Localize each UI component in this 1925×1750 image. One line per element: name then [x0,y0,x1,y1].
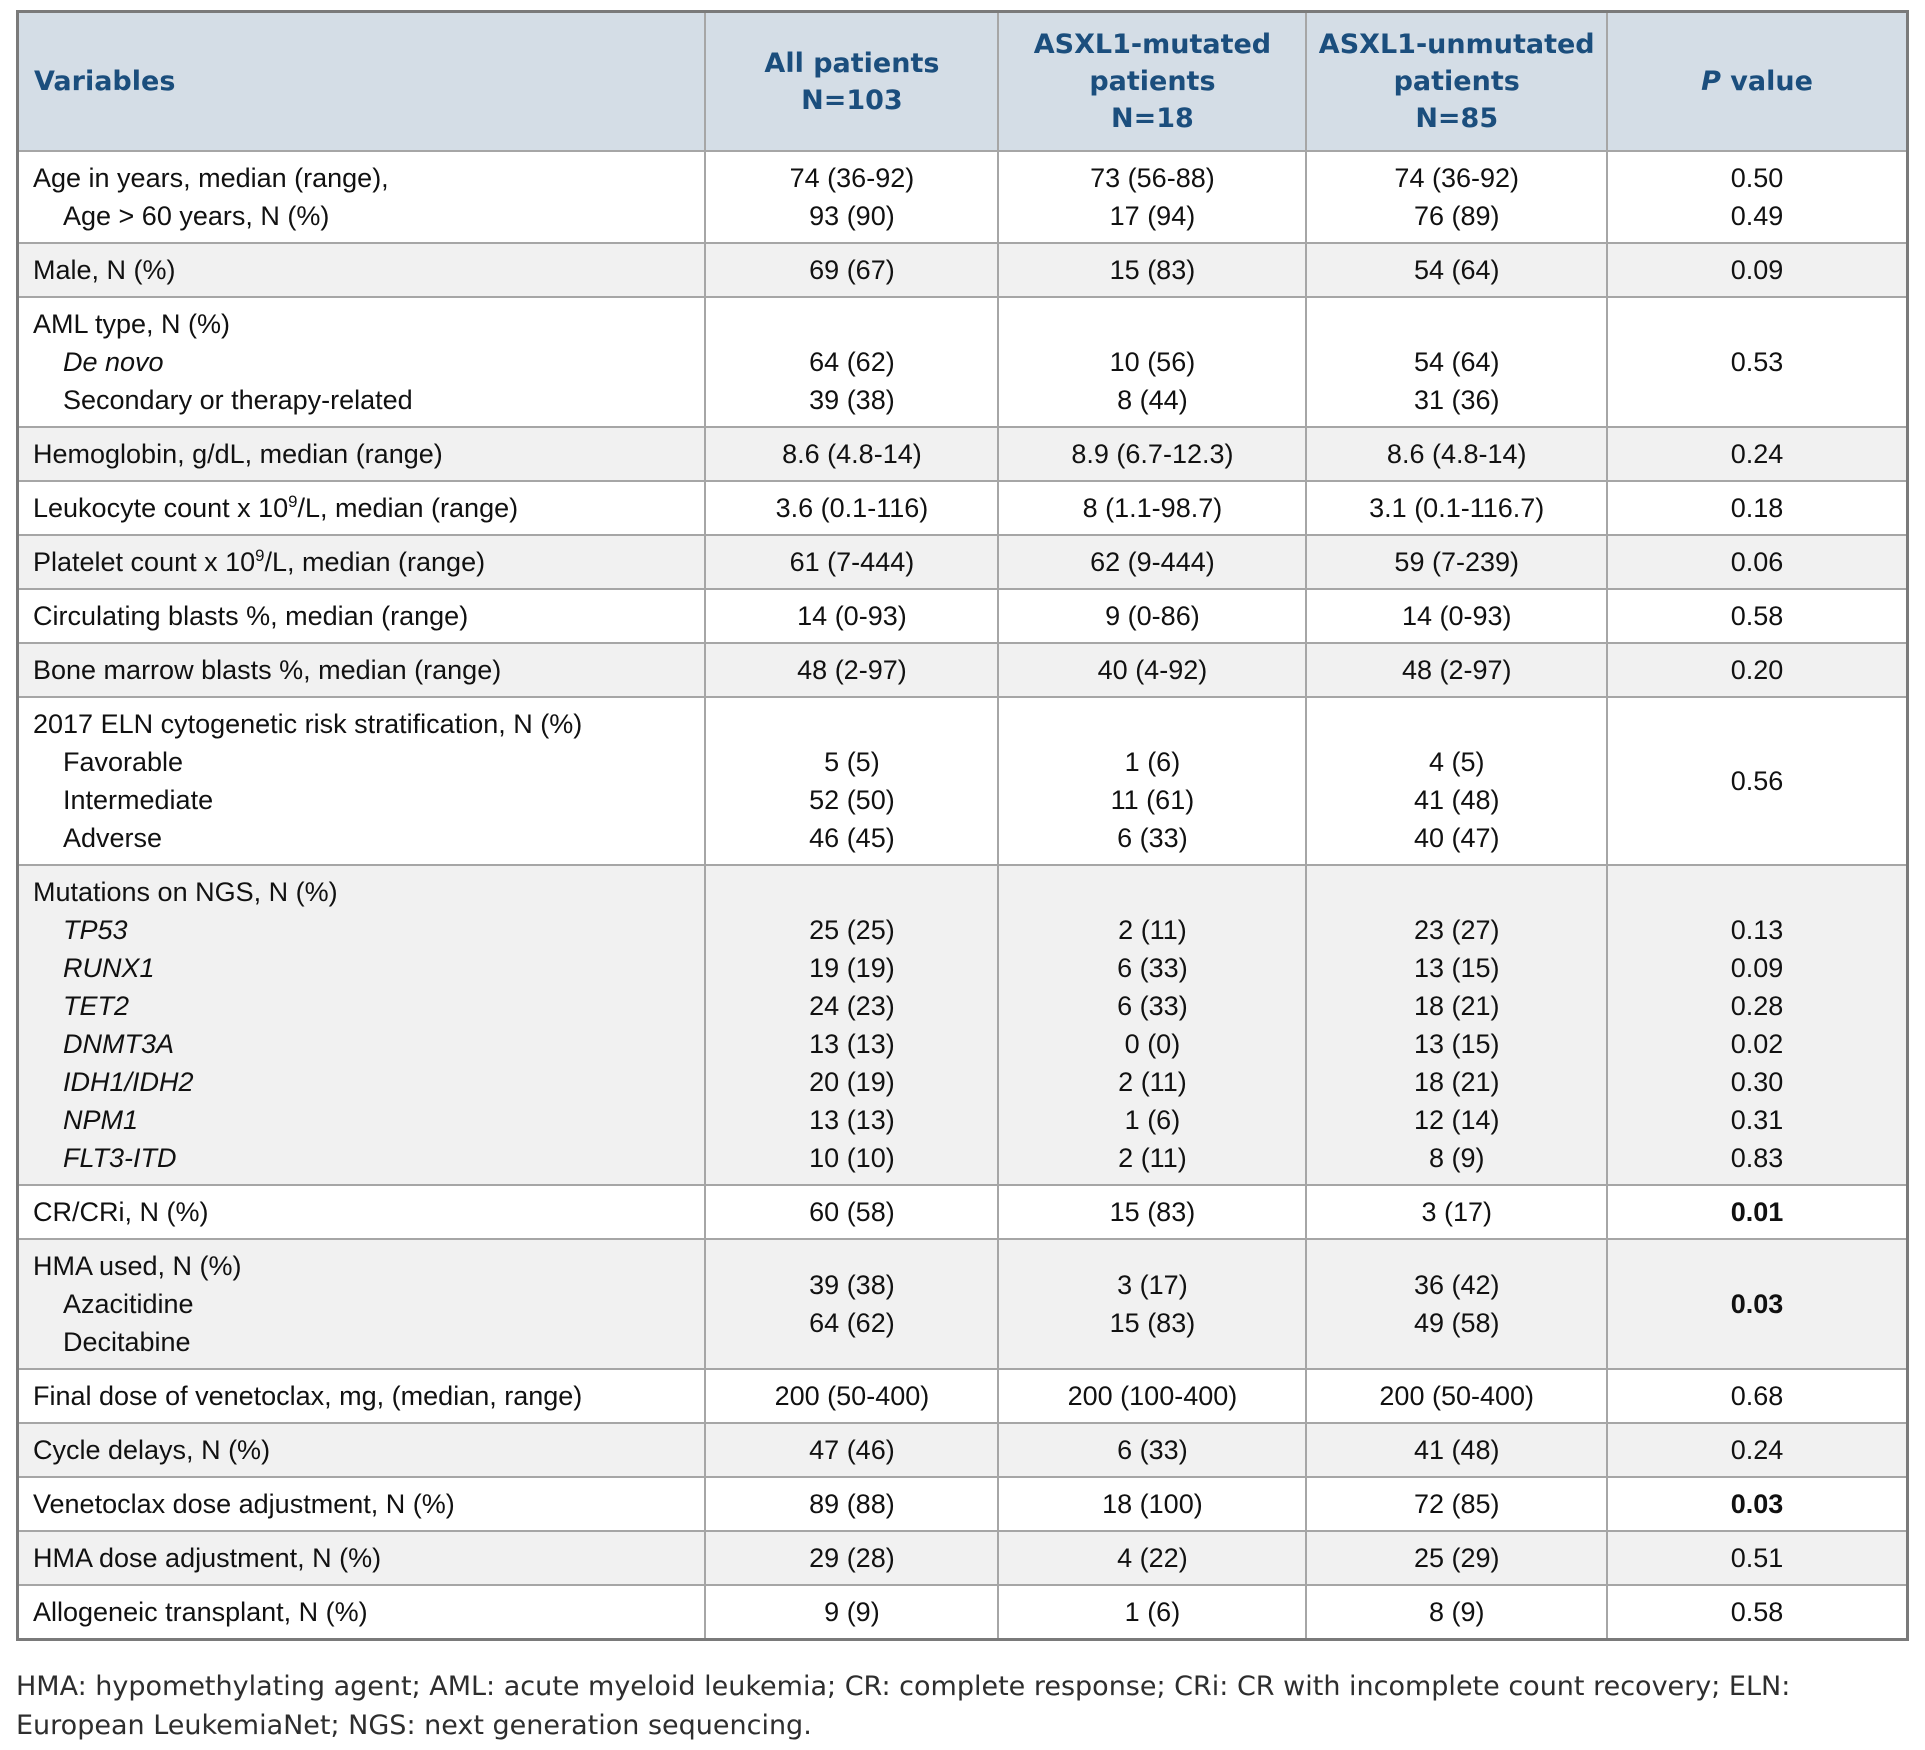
cell-all-patients [705,243,998,297]
cell-line: 0.02 [1730,1029,1784,1059]
cell-line: 13 (15) [1413,953,1500,983]
cell-line: 3.1 (0.1-116.7) [1369,493,1545,523]
cell-line: De novo [63,347,164,377]
cell-line: 62 (9-444) [1090,547,1215,577]
cell-line: 19 (19) [809,953,895,983]
cell-asxl1-mutated [998,1423,1306,1477]
cell-line: 3 (17) [1117,1270,1188,1300]
cell-line: Age in years, median (range), [33,163,389,193]
header-line: ASXL1-unmutated [1318,29,1595,60]
table-row [18,243,1908,297]
cell-line: 0.51 [1730,1543,1784,1573]
cell-variables [18,1585,706,1640]
cell-line: 25 (25) [809,915,895,945]
cell-line: Leukocyte count x $10^9/L$, median (range) [33,492,519,523]
cell-line: 23 (27) [1413,915,1500,945]
cell-line: 0.06 [1730,547,1784,577]
cell-line: 14 (0-93) [797,601,907,631]
cell-line: 0.49 [1730,201,1784,231]
cell-line: 0.58 [1730,1597,1784,1627]
cell-p-value [1607,643,1908,697]
cell-asxl1-mutated [998,297,1306,427]
table-row [18,151,1908,243]
cell-p-value [1607,297,1908,427]
cell-asxl1-unmutated [1306,1369,1607,1423]
cell-line: 40 (4-92) [1097,655,1208,685]
cell-line: Intermediate [63,785,214,815]
cell-line: 8 (1.1-98.7) [1082,493,1223,523]
cell-p-value [1607,1185,1908,1239]
cell-line: 15 (83) [1109,255,1196,285]
cell-line: 0.30 [1730,1067,1784,1097]
cell-line: 0 (0) [1124,1029,1181,1059]
cell-asxl1-mutated [998,1531,1306,1585]
cell-asxl1-mutated [998,481,1306,535]
cell-line: 76 (89) [1413,201,1500,231]
cell-line: 18 (21) [1413,991,1500,1021]
header-line: N=18 [1111,103,1194,134]
cell-line: 2017 ELN cytogenetic risk stratification, N (%) [33,709,583,739]
cell-line: 41 (48) [1413,1435,1500,1465]
header-line: Variables [34,66,176,97]
cell-p-value [1607,697,1908,865]
header-row [18,12,1908,152]
cell-all-patients [705,1239,998,1369]
cell-line [1317,305,1596,343]
cell-line: 20 (19) [809,1067,895,1097]
cell-line: 0.13 [1730,915,1784,945]
cell-line: 0.03 [1730,1489,1784,1519]
cell-asxl1-unmutated [1306,151,1607,243]
cell-variables [18,589,706,643]
cell-line: Circulating blasts %, median (range) [33,601,469,631]
cell-line: 4 (5) [1428,747,1485,777]
header-line: All patients [764,47,940,79]
cell-line: Venetoclax dose adjustment, N (%) [33,1489,455,1519]
cell-line: 3 (17) [1421,1197,1492,1227]
cell-line: Hemoglobin, g/dL, median (range) [33,439,443,469]
cell-line: 6 (33) [1117,953,1188,983]
header-line: N=103 [801,84,903,116]
cell-line: 89 (88) [809,1489,895,1519]
cell-p-value [1607,1531,1908,1585]
cell-line: NPM1 [63,1105,139,1135]
cell-line: 12 (14) [1413,1105,1500,1135]
cell-variables [18,297,706,427]
cell-line: 200 (50-400) [774,1381,930,1411]
cell-line: 40 (47) [1413,823,1500,853]
cell-variables [18,535,706,589]
cell-line: 18 (21) [1413,1067,1500,1097]
cell-all-patients [705,1369,998,1423]
cell-line: Final dose of venetoclax, mg, (median, range) [33,1381,583,1411]
cell-line: TET2 [63,991,130,1021]
header-line: N=85 [1415,103,1499,134]
cell-asxl1-unmutated [1306,1531,1607,1585]
cell-line: 9 (9) [824,1597,880,1627]
cell-all-patients [705,589,998,643]
cell-line: Bone marrow blasts %, median (range) [33,655,502,685]
cell-variables [18,865,706,1185]
cell-line: 10 (56) [1109,347,1196,377]
cell-line: FLT3-ITD [63,1143,177,1173]
cell-variables [18,151,706,243]
table-row [18,297,1908,427]
cell-line: 73 (56-88) [1090,163,1215,193]
cell-variables [18,1185,706,1239]
cell-line: 72 (85) [1413,1489,1500,1519]
table-row [18,1369,1908,1423]
cell-line: 52 (50) [809,785,895,815]
cell-p-value [1607,1585,1908,1640]
cell-line: 49 (58) [1413,1308,1500,1338]
header-cell-asxl1-unmutated [1306,12,1607,152]
cell-p-value [1607,1423,1908,1477]
cell-line: AML type, N (%) [33,309,231,339]
cell-line: 48 (2-97) [797,655,907,685]
cell-line: Mutations on NGS, N (%) [33,877,338,907]
table-body [18,151,1908,1640]
cell-line: 0.24 [1730,1435,1784,1465]
table-row [18,1585,1908,1640]
table-row [18,1185,1908,1239]
cell-p-value [1607,151,1908,243]
cell-line: 13 (13) [809,1029,895,1059]
cell-asxl1-unmutated [1306,865,1607,1185]
cell-asxl1-unmutated [1306,297,1607,427]
cell-line: Cycle delays, N (%) [33,1435,271,1465]
cell-asxl1-mutated [998,535,1306,589]
cell-line: 39 (38) [809,385,895,415]
cell-variables [18,1369,706,1423]
table-row [18,427,1908,481]
header-line: P value [1701,66,1813,97]
table-row [18,535,1908,589]
cell-p-value [1607,589,1908,643]
cell-line: 0.18 [1730,493,1784,523]
cell-p-value [1607,243,1908,297]
cell-line: 46 (45) [809,823,895,853]
cell-all-patients [705,1477,998,1531]
cell-line: 2 (11) [1118,915,1187,945]
cell-line [716,305,987,343]
table-row [18,697,1908,865]
cell-line: DNMT3A [63,1029,175,1059]
cell-line: 200 (50-400) [1379,1381,1535,1411]
cell-line: 8.9 (6.7-12.3) [1071,439,1234,469]
cell-line [1317,873,1596,911]
cell-line: 29 (28) [809,1543,895,1573]
cell-line: 61 (7-444) [789,547,915,577]
cell-asxl1-unmutated [1306,643,1607,697]
cell-asxl1-unmutated [1306,1423,1607,1477]
cell-all-patients [705,1423,998,1477]
cell-all-patients [705,481,998,535]
cell-asxl1-unmutated [1306,427,1607,481]
table-row [18,643,1908,697]
cell-line: 60 (58) [809,1197,895,1227]
cell-line: 200 (100-400) [1067,1381,1238,1411]
cell-all-patients [705,865,998,1185]
cell-asxl1-unmutated [1306,1239,1607,1369]
cell-all-patients [705,151,998,243]
cell-all-patients [705,427,998,481]
cell-line: IDH1/IDH2 [63,1067,194,1097]
cell-line: 6 (33) [1117,1435,1188,1465]
cell-all-patients [705,1185,998,1239]
cell-line: HMA dose adjustment, N (%) [33,1543,382,1573]
table-row [18,1239,1908,1369]
cell-line: 74 (36-92) [789,163,915,193]
cell-all-patients [705,643,998,697]
cell-asxl1-mutated [998,1369,1306,1423]
cell-line: 15 (83) [1109,1308,1196,1338]
cell-asxl1-mutated [998,1477,1306,1531]
cell-line: 0.68 [1730,1381,1784,1411]
cell-line [716,873,987,911]
cell-line: 14 (0-93) [1401,601,1512,631]
cell-line: CR/CRi, N (%) [33,1197,209,1227]
cell-line: 13 (13) [809,1105,895,1135]
cell-variables [18,243,706,297]
cell-line [1317,705,1596,743]
cell-line: 8.6 (4.8-14) [1386,439,1527,469]
cell-line: 5 (5) [824,747,880,777]
cell-asxl1-mutated [998,243,1306,297]
table-row [18,1477,1908,1531]
cell-asxl1-unmutated [1306,243,1607,297]
cell-variables [18,1423,706,1477]
cell-line [1009,873,1295,911]
cell-line: 8 (44) [1117,385,1188,415]
cell-line: 93 (90) [809,201,895,231]
cell-line: 54 (64) [1413,255,1500,285]
cell-line: 8 (9) [1428,1597,1485,1627]
table-row [18,1423,1908,1477]
cell-line: Decitabine [63,1327,191,1357]
cell-p-value [1607,427,1908,481]
cell-asxl1-mutated [998,1185,1306,1239]
cell-line: 9 (0-86) [1105,601,1200,631]
cell-line: 1 (6) [1124,1105,1181,1135]
table-header [18,12,1908,152]
cell-line: 10 (10) [809,1143,895,1173]
cell-line: 4 (22) [1117,1543,1188,1573]
cell-line [1009,705,1295,743]
cell-line: 0.24 [1730,439,1784,469]
cell-p-value [1607,1239,1908,1369]
cell-line [1618,873,1896,911]
header-cell-variables [18,12,706,152]
header-cell-asxl1-mutated [998,12,1306,152]
cell-line: 13 (15) [1413,1029,1500,1059]
cell-asxl1-mutated [998,589,1306,643]
cell-asxl1-unmutated [1306,1585,1607,1640]
cell-line: 0.58 [1730,601,1784,631]
cell-p-value [1607,535,1908,589]
cell-all-patients [705,535,998,589]
table-row [18,481,1908,535]
header-cell-all-patients [705,12,998,152]
cell-line: Azacitidine [63,1289,194,1319]
cell-line: 0.50 [1730,163,1784,193]
cell-line: 25 (29) [1413,1543,1500,1573]
patient-characteristics-table [16,10,1909,1641]
cell-line: Adverse [63,823,163,853]
cell-line: 74 (36-92) [1394,163,1519,193]
table-footnote: HMA: hypomethylating agent; AML: acute myeloid leukemia; CR: complete response; CRi: CR with incomplete count recovery; ELN: European LeukemiaNet; NGS: next generation sequencing. [16,1671,1791,1741]
cell-line: 47 (46) [809,1435,895,1465]
cell-line: 1 (6) [1124,747,1181,777]
table-row [18,589,1908,643]
cell-line: 8 (9) [1428,1143,1485,1173]
cell-line: 24 (23) [809,991,895,1021]
cell-asxl1-unmutated [1306,481,1607,535]
cell-line: 6 (33) [1117,823,1188,853]
cell-line: 2 (11) [1118,1067,1187,1097]
cell-asxl1-unmutated [1306,1185,1607,1239]
cell-all-patients [705,697,998,865]
cell-variables [18,643,706,697]
cell-line: 0.20 [1730,655,1784,685]
cell-line: Favorable [63,747,184,777]
header-cell-p-value [1607,12,1908,152]
cell-line: 41 (48) [1413,785,1500,815]
cell-all-patients [705,297,998,427]
cell-variables [18,1477,706,1531]
cell-asxl1-mutated [998,151,1306,243]
cell-line: 0.09 [1730,255,1784,285]
cell-line: 54 (64) [1413,347,1500,377]
cell-line: 8.6 (4.8-14) [782,439,922,469]
cell-line: Male, N (%) [33,255,176,285]
cell-line: 1 (6) [1124,1597,1181,1627]
cell-line [716,705,987,743]
cell-asxl1-unmutated [1306,589,1607,643]
cell-all-patients [705,1531,998,1585]
cell-p-value [1607,1369,1908,1423]
cell-line: 11 (61) [1110,785,1195,815]
cell-asxl1-mutated [998,865,1306,1185]
cell-line: 0.01 [1730,1197,1784,1227]
cell-p-value [1607,481,1908,535]
cell-all-patients [705,1585,998,1640]
cell-asxl1-mutated [998,427,1306,481]
cell-line: 48 (2-97) [1401,655,1512,685]
cell-line: Age > 60 years, N (%) [63,201,330,231]
cell-line: 69 (67) [809,255,895,285]
cell-asxl1-unmutated [1306,697,1607,865]
cell-asxl1-mutated [998,697,1306,865]
cell-line: 0.31 [1730,1105,1784,1135]
cell-line: 6 (33) [1117,991,1188,1021]
cell-line: Allogeneic transplant, N (%) [33,1597,368,1627]
cell-line: HMA used, N (%) [33,1251,242,1281]
cell-variables [18,1239,706,1369]
cell-asxl1-mutated [998,1585,1306,1640]
cell-line: 2 (11) [1118,1143,1187,1173]
cell-line: 59 (7-239) [1394,547,1519,577]
header-line: patients [1089,66,1216,97]
cell-line: 18 (100) [1102,1489,1203,1519]
cell-line: 0.28 [1730,991,1784,1021]
cell-line: 0.53 [1730,347,1784,377]
cell-line: Platelet count x $10^9/L$, median (range) [33,546,486,577]
cell-line: TP53 [63,915,128,945]
cell-line: 17 (94) [1109,201,1196,231]
cell-line: 3.6 (0.1-116) [775,493,929,523]
page [8,0,1917,1745]
cell-variables [18,481,706,535]
cell-line: 0.83 [1730,1143,1784,1173]
cell-asxl1-unmutated [1306,1477,1607,1531]
cell-variables [18,427,706,481]
cell-line: 64 (62) [809,347,895,377]
cell-asxl1-unmutated [1306,535,1607,589]
table-row [18,1531,1908,1585]
table-row [18,865,1908,1185]
cell-variables [18,697,706,865]
header-line: ASXL1-mutated [1033,29,1272,60]
cell-p-value [1607,865,1908,1185]
cell-line: 39 (38) [809,1270,895,1300]
cell-line: 15 (83) [1109,1197,1196,1227]
cell-p-value [1607,1477,1908,1531]
cell-line: Secondary or therapy-related [63,385,413,415]
header-line: patients [1393,66,1520,97]
cell-asxl1-mutated [998,643,1306,697]
cell-variables [18,1531,706,1585]
cell-line [1009,305,1295,343]
cell-line: RUNX1 [63,953,155,983]
cell-line: 36 (42) [1413,1270,1500,1300]
cell-line: 31 (36) [1413,385,1500,415]
cell-line: 0.56 [1730,766,1784,796]
cell-line: 64 (62) [809,1308,895,1338]
cell-asxl1-mutated [998,1239,1306,1369]
cell-line: 0.09 [1730,953,1784,983]
cell-line: 0.03 [1730,1289,1784,1319]
